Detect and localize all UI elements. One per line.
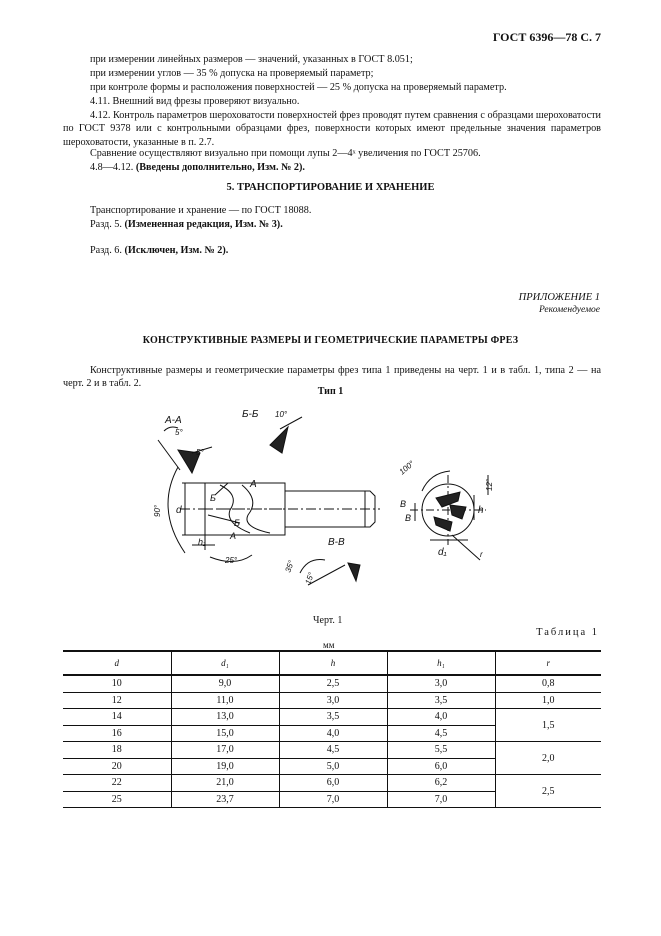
appendix-title: ПРИЛОЖЕНИЕ 1 — [518, 292, 600, 303]
tooth — [450, 505, 466, 519]
table-cell: 23,7 — [171, 791, 279, 808]
table-cell: 21,0 — [171, 775, 279, 792]
table-cell: 13,0 — [171, 709, 279, 726]
table-cell: 7,0 — [279, 791, 387, 808]
table-cell: 12 — [63, 692, 171, 709]
table-row — [63, 775, 601, 792]
dimensions-table — [63, 650, 601, 808]
appendix-label — [519, 292, 600, 316]
table-cell: 3,0 — [387, 675, 495, 692]
paragraph: при контроле формы и расположения поверхностей — 25 % допуска на проверяемый параметр. — [90, 82, 507, 93]
angle-label: 5° — [175, 428, 183, 437]
section-title: 5. ТРАНСПОРТИРОВАНИЕ И ХРАНЕНИЕ — [226, 182, 435, 193]
table-cell: 5,5 — [387, 742, 495, 759]
paragraph: Транспортирование и хранение — по ГОСТ 18088. — [90, 205, 312, 216]
section-mark-label: А — [230, 531, 237, 541]
table-cell: 3,5 — [279, 709, 387, 726]
section-vv-shape — [348, 563, 360, 581]
appendix-heading: КОНСТРУКТИВНЫЕ РАЗМЕРЫ И ГЕОМЕТРИЧЕСКИЕ ПАРАМЕТРЫ ФРЕЗ — [142, 335, 519, 346]
angle-label: 12° — [485, 478, 494, 491]
table-cell: 15,0 — [171, 725, 279, 742]
paragraph: при измерении углов — 35 % допуска на проверяемый параметр; — [90, 68, 374, 79]
table-row — [63, 709, 601, 726]
angle-label: 15° — [303, 571, 317, 586]
table-cell: 11,0 — [171, 692, 279, 709]
angle-label: 25° — [225, 556, 238, 565]
angle-label: 5° — [196, 448, 204, 457]
section-mark-label: В — [405, 513, 412, 523]
column-header: r — [495, 651, 601, 675]
table-cell: 19,0 — [171, 758, 279, 775]
dimension-label: h — [478, 505, 484, 516]
table-cell: 9,0 — [171, 675, 279, 692]
table-cell: 10 — [63, 675, 171, 692]
table-cell: 4,0 — [387, 709, 495, 726]
table-cell: 4,5 — [279, 742, 387, 759]
section-mark-label: Б — [234, 518, 240, 528]
table-cell: 22 — [63, 775, 171, 792]
page-header: ГОСТ 6396—78 С. 7 — [492, 30, 601, 44]
table-cell: 3,0 — [279, 692, 387, 709]
table-cell: 25 — [63, 791, 171, 808]
amendment-ref: 4.8—4.12. — [90, 162, 136, 173]
paragraph — [90, 244, 602, 257]
dimension-label: r — [480, 550, 483, 559]
angle-label: 90° — [153, 504, 162, 517]
table-cell: 16 — [63, 725, 171, 742]
paragraph: при измерении линейных размеров — значений, указанных в ГОСТ 8.051; — [90, 54, 413, 65]
table-row — [63, 692, 601, 709]
column-header: d₁ — [171, 651, 279, 675]
table-cell: 3,5 — [387, 692, 495, 709]
section-mark-label: В — [400, 499, 407, 509]
paragraph: 4.12. Контроль параметров шероховатости поверхностей фрез проводят путем сравнения с образцами шероховатости по ГОСТ 9378 или с контрольными образцами фрез, поверхности которых имеют предельные значения параметров шероховатости, указанные в п. 2.7. — [63, 110, 601, 148]
angle-label: 35° — [283, 559, 297, 574]
table-cell: 6,2 — [387, 775, 495, 792]
section-mark-label: А — [250, 479, 257, 490]
table-cell: 2,5 — [279, 675, 387, 692]
paragraph — [90, 161, 602, 174]
angle-arc — [422, 471, 450, 491]
cutter-drawing — [130, 395, 600, 615]
section-bb-shape — [270, 427, 288, 453]
tooth — [434, 517, 452, 531]
table-row — [63, 675, 601, 692]
appendix-subtitle: Рекомендуемое — [538, 305, 600, 315]
amendment-note: (Введены дополнительно, Изм. № 2). — [135, 162, 305, 173]
table-cell: 4,5 — [387, 725, 495, 742]
table-cell: 6,0 — [279, 775, 387, 792]
paragraph — [90, 218, 602, 231]
table-cell: 7,0 — [387, 791, 495, 808]
table-cell: 2,5 — [495, 775, 601, 808]
table-row — [63, 742, 601, 759]
table-cell: 18 — [63, 742, 171, 759]
amendment-ref: Разд. 6. — [90, 245, 125, 256]
paragraph: Конструктивные размеры и геометрические параметры фрез типа 1 приведены на черт. 1 и в табл. 1, типа 2 — на черт. 2 и в табл. 2. — [63, 365, 601, 390]
amendment-note: (Измененная редакция, Изм. № 3). — [124, 219, 283, 230]
section-label: А-А — [165, 415, 182, 426]
column-header: h₁ — [387, 651, 495, 675]
table-cell: 1,0 — [495, 692, 601, 709]
section-line — [158, 440, 180, 470]
dimension-label: d₁ — [438, 547, 447, 558]
section-mark-label: Б — [210, 493, 216, 503]
dimension-label: d — [176, 505, 182, 516]
figure-caption: Черт. 1 — [313, 615, 343, 626]
angle-label: 100° — [397, 459, 416, 477]
table-cell: 5,0 — [279, 758, 387, 775]
table-cell: 0,8 — [495, 675, 601, 692]
angle-label: 10° — [275, 410, 288, 419]
dimension-label: h₁ — [198, 537, 206, 547]
table-cell: 17,0 — [171, 742, 279, 759]
amendment-note: (Исключен, Изм. № 2). — [124, 245, 229, 256]
table-cell: 4,0 — [279, 725, 387, 742]
section-label: В-В — [328, 537, 345, 548]
type-label: Тип 1 — [317, 386, 344, 397]
amendment-ref: Разд. 5. — [90, 219, 125, 230]
table-cell: 14 — [63, 709, 171, 726]
leader-line — [452, 535, 480, 560]
angle-arc — [300, 560, 325, 573]
table-cell: 20 — [63, 758, 171, 775]
column-header: d — [63, 651, 171, 675]
paragraph: Сравнение осуществляют визуально при помощи лупы 2—4ˣ увеличения по ГОСТ 25706. — [90, 148, 481, 159]
table-caption: Таблица 1 — [536, 627, 599, 638]
table-cell: 6,0 — [387, 758, 495, 775]
units-label: мм — [323, 640, 335, 650]
table-cell: 2,0 — [495, 742, 601, 775]
table-header-row — [63, 651, 601, 675]
paragraph: 4.11. Внешний вид фрезы проверяют визуально. — [90, 96, 300, 107]
column-header: h — [279, 651, 387, 675]
section-label: Б-Б — [242, 409, 259, 420]
table-cell: 1,5 — [495, 709, 601, 742]
